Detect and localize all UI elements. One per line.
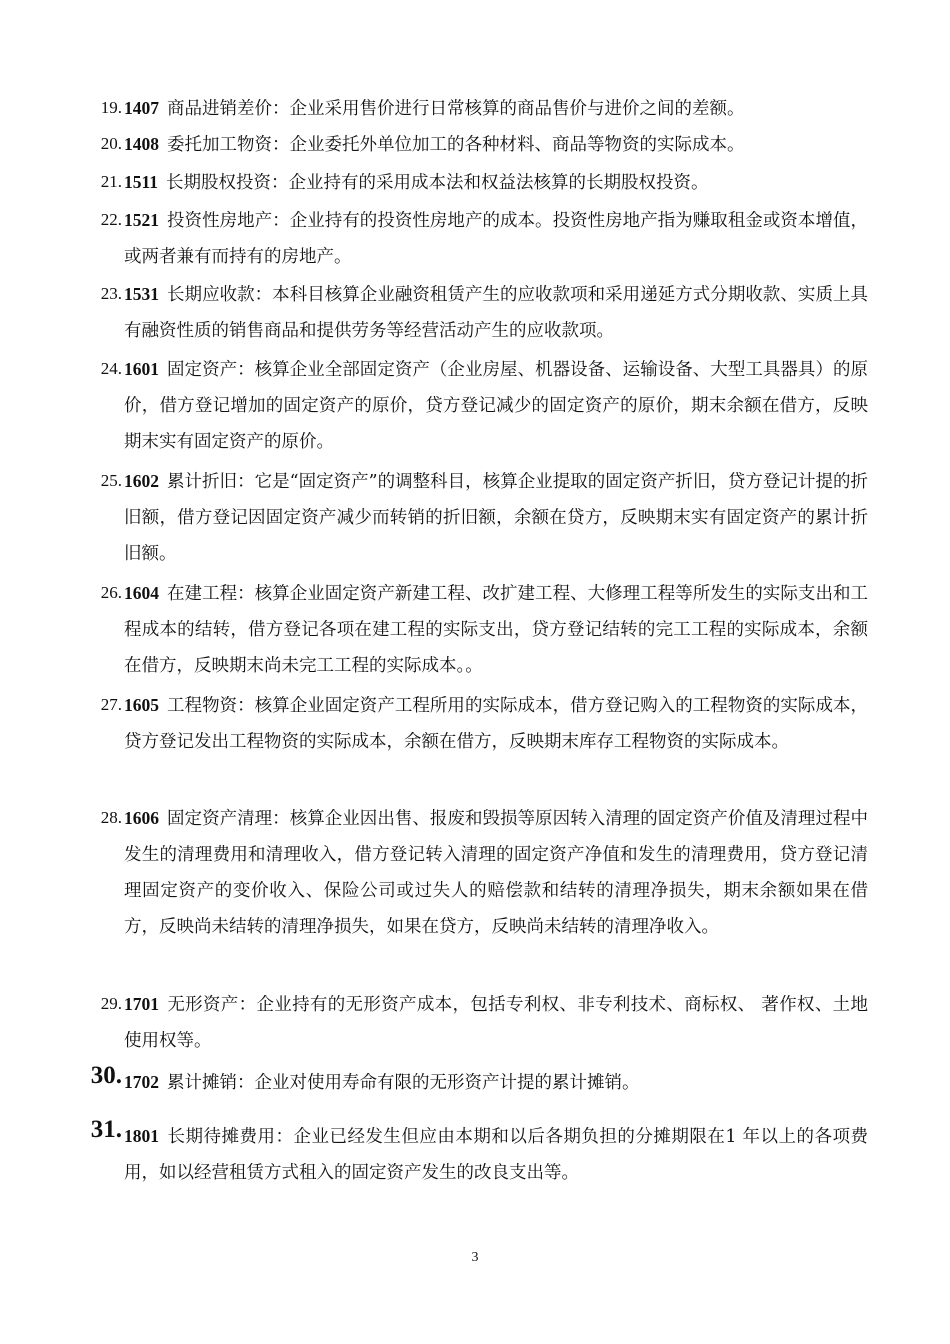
item-number: 26.: [100, 583, 122, 602]
item-text: [124, 90, 868, 127]
item-number: 31.: [90, 1116, 122, 1143]
account-code: 1521: [124, 210, 159, 230]
account-code: 1701: [124, 994, 159, 1014]
item-text: [124, 575, 868, 684]
item-description: 在建工程：核算企业固定资产新建工程、改扩建工程、大修理工程等所发生的实际支出和工程成本的结转，借方登记各项在建工程的实际支出，贷方登记结转的完工工程的实际成本，余额在借方，反映期末尚未完工工程的实际成本。。: [124, 584, 868, 676]
item-text: [124, 800, 868, 945]
list-item: [88, 351, 868, 460]
list-item: [88, 126, 868, 163]
list-item: [88, 800, 868, 945]
item-description: 长期待摊费用：企业已经发生但应由本期和以后各期负担的分摊期限在1 年以上的各项费用，如以经营租赁方式租入的固定资产发生的改良支出等。: [124, 1127, 868, 1183]
item-text: [124, 276, 868, 349]
item-number: 27.: [100, 695, 122, 714]
list-item: [88, 687, 868, 760]
list-item: [88, 1118, 868, 1191]
item-description: 长期应收款：本科目核算企业融资租赁产生的应收款项和采用递延方式分期收款、实质上具有融资性质的销售商品和提供劳务等经营活动产生的应收款项。: [124, 285, 868, 341]
item-number: 24.: [100, 359, 122, 378]
item-number: 25.: [100, 471, 122, 490]
account-code: 1601: [124, 359, 159, 379]
item-text: [124, 351, 868, 460]
page-number: 3: [471, 1250, 479, 1265]
account-code: 1531: [124, 284, 159, 304]
item-description: 长期股权投资：企业持有的采用成本法和权益法核算的长期股权投资。: [166, 173, 709, 193]
item-description: 累计摊销：企业对使用寿命有限的无形资产计提的累计摊销。: [167, 1073, 640, 1093]
item-text: [124, 1064, 868, 1101]
account-code: 1511: [124, 172, 159, 192]
item-description: 累计折旧：它是“固定资产”的调整科目，核算企业提取的固定资产折旧，贷方登记计提的折旧额，借方登记因固定资产减少而转销的折旧额，余额在贷方，反映期末实有固定资产的累计折旧额。: [124, 472, 868, 564]
item-description: 无形资产：企业持有的无形资产成本，包括专利权、非专利技术、商标权、 著作权、土地使用权等。: [124, 995, 868, 1051]
item-number: 28.: [100, 808, 122, 827]
item-description: 固定资产：核算企业全部固定资产（企业房屋、机器设备、运输设备、大型工具器具）的原价，借方登记增加的固定资产的原价，贷方登记减少的固定资产的原价，期末余额在借方，反映期末实有固定资产的原价。: [124, 360, 868, 452]
item-number: 20.: [100, 134, 122, 153]
list-item: [88, 463, 868, 572]
account-code: 1801: [124, 1126, 159, 1146]
item-text: [124, 126, 868, 163]
list-item: [88, 575, 868, 684]
item-text: [124, 986, 868, 1059]
list-item: [88, 90, 868, 127]
account-code: 1604: [124, 583, 159, 603]
list-item: [88, 1064, 868, 1101]
account-code: 1606: [124, 808, 159, 828]
item-description: 工程物资：核算企业固定资产工程所用的实际成本，借方登记购入的工程物资的实际成本，贷方登记发出工程物资的实际成本，余额在借方，反映期末库存工程物资的实际成本。: [124, 696, 868, 752]
item-text: [124, 202, 868, 275]
list-item: [88, 202, 868, 275]
list-item: [88, 164, 868, 201]
account-code: 1407: [124, 98, 159, 118]
account-code: 1602: [124, 471, 159, 491]
item-number: 30.: [90, 1062, 122, 1089]
item-text: [124, 1118, 868, 1191]
item-text: [124, 463, 868, 572]
item-text: [124, 687, 868, 760]
account-code: 1408: [124, 134, 159, 154]
item-number: 22.: [100, 210, 122, 229]
item-description: 商品进销差价：企业采用售价进行日常核算的商品售价与进价之间的差额。: [167, 99, 745, 119]
account-code: 1702: [124, 1072, 159, 1092]
item-number: 19.: [100, 98, 122, 117]
item-description: 委托加工物资：企业委托外单位加工的各种材料、商品等物资的实际成本。: [167, 135, 745, 155]
item-number: 29.: [100, 994, 122, 1013]
item-number: 21.: [100, 172, 122, 191]
item-description: 投资性房地产：企业持有的投资性房地产的成本。投资性房地产指为赚取租金或资本增值，或两者兼有而持有的房地产。: [124, 211, 868, 267]
item-text: [124, 164, 868, 201]
account-code: 1605: [124, 695, 159, 715]
list-item: [88, 986, 868, 1059]
list-item: [88, 276, 868, 349]
item-number: 23.: [100, 284, 122, 303]
item-description: 固定资产清理：核算企业因出售、报废和毁损等原因转入清理的固定资产价值及清理过程中发生的清理费用和清理收入，借方登记转入清理的固定资产净值和发生的清理费用，贷方登记清理固定资产的变价收入、保险公司或过失人的赔偿款和结转的清理净损失，期末余额如果在借方，反映尚未结转的清理净损失，如果在贷方，反映尚未结转的清理净收入。: [124, 809, 868, 937]
